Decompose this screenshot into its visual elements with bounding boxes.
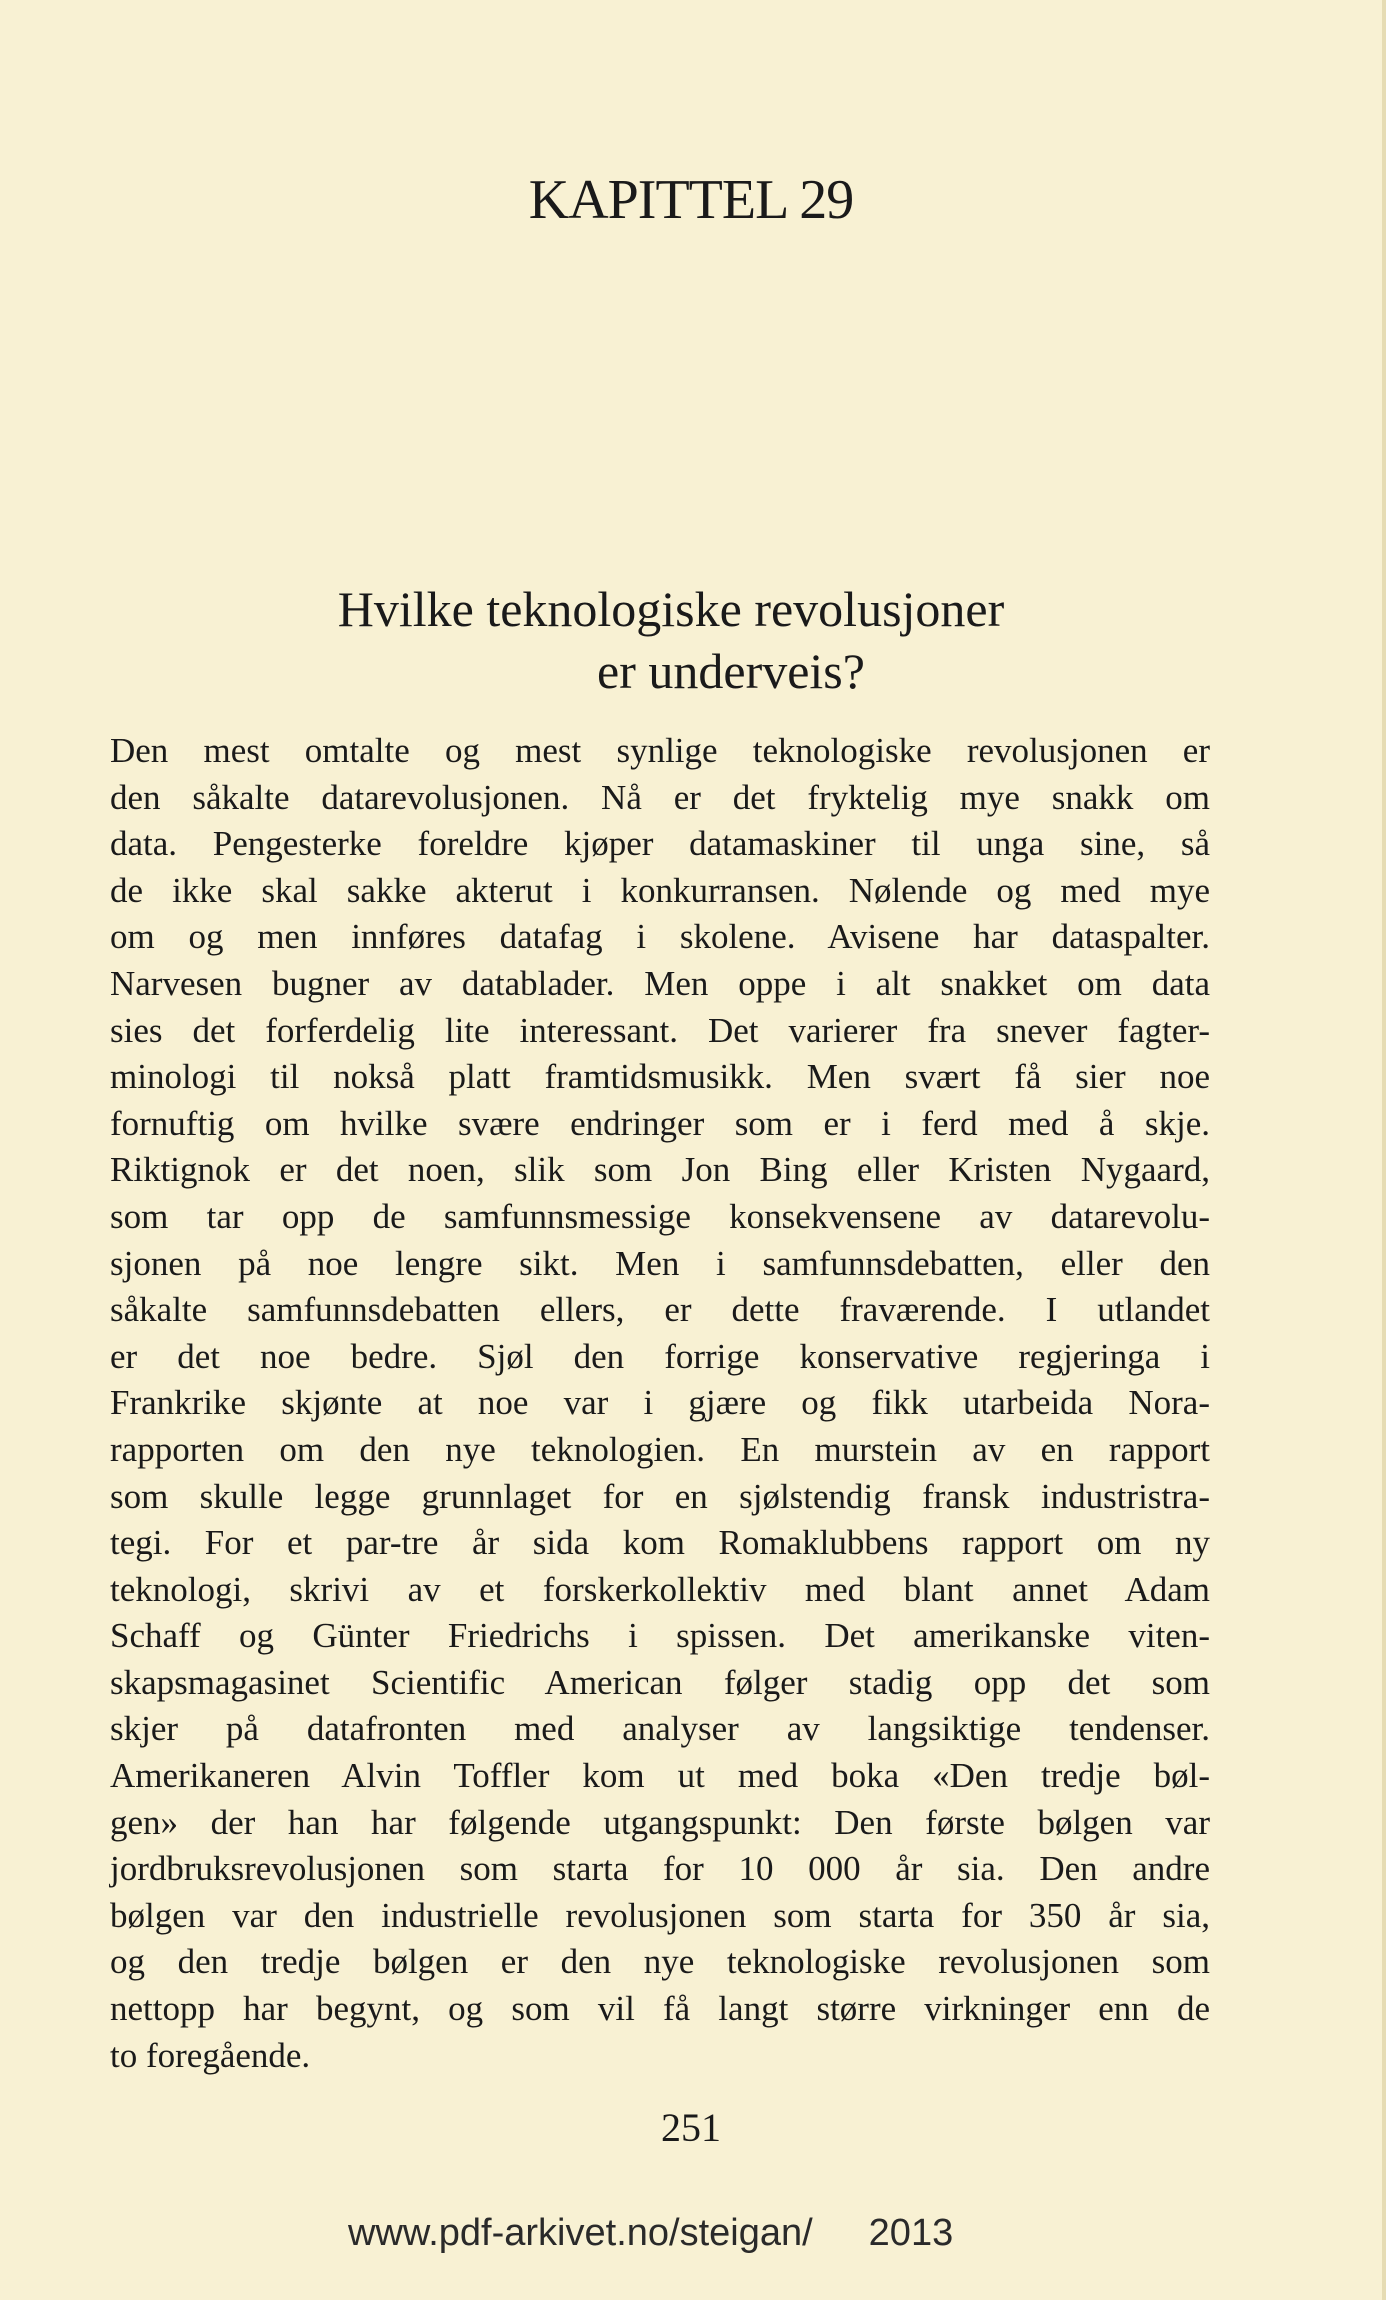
body-line: og den tredje bølgen er den nye teknologiske revolusjonen som	[110, 1942, 1210, 1982]
body-line: to foregående.	[110, 2035, 311, 2075]
page-number: 251	[661, 2105, 721, 2150]
body-line: såkalte samfunnsdebatten ellers, er dette fraværende. I utlandet	[110, 1290, 1210, 1330]
body-line: Narvesen bugner av datablader. Men oppe i alt snakket om data	[110, 963, 1210, 1003]
body-line: nettopp har begynt, og som vil få langt større virkninger enn de	[110, 1989, 1210, 2029]
body-line: skapsmagasinet Scientific American følger stadig opp det som	[110, 1662, 1210, 1702]
body-line: som tar opp de samfunnsmessige konsekvensene av datarevolu-	[110, 1196, 1210, 1236]
section-heading	[0, 578, 1382, 702]
chapter-title: KAPITTEL 29	[528, 169, 854, 231]
body-line: rapporten om den nye teknologien. En murstein av en rapport	[110, 1429, 1210, 1469]
body-line: minologi til nokså platt framtidsmusikk. Men svært få sier noe	[110, 1057, 1210, 1097]
body-line: gen» der han har følgende utgangspunkt: Den første bølgen var	[110, 1802, 1210, 1842]
footer-url: www.pdf-arkivet.no/steigan/	[348, 2212, 813, 2254]
body-line: data. Pengesterke foreldre kjøper datamaskiner til unga sine, så	[110, 824, 1210, 864]
body-line: Frankrike skjønte at noe var i gjære og fikk utarbeida Nora-	[110, 1383, 1210, 1423]
body-line: Riktignok er det noen, slik som Jon Bing eller Kristen Nygaard,	[110, 1150, 1210, 1190]
body-line: skjer på datafronten med analyser av langsiktige tendenser.	[110, 1709, 1210, 1749]
section-heading-line-1: Hvilke teknologiske revolusjoner	[337, 581, 1005, 637]
footer-source	[348, 2212, 953, 2255]
body-line: tegi. For et par-tre år sida kom Romaklubbens rapport om ny	[110, 1523, 1210, 1563]
body-line: den såkalte datarevolusjonen. Nå er det fryktelig mye snakk om	[110, 777, 1210, 817]
body-line: om og men innføres datafag i skolene. Avisene har dataspalter.	[110, 917, 1210, 957]
body-line: de ikke skal sakke akterut i konkurransen. Nølende og med mye	[110, 870, 1210, 910]
body-line: som skulle legge grunnlaget for en sjølstendig fransk industristra-	[110, 1476, 1210, 1516]
body-paragraph	[110, 728, 1210, 2079]
body-line: er det noe bedre. Sjøl den forrige konservative regjeringa i	[110, 1336, 1210, 1376]
body-line: Schaff og Günter Friedrichs i spissen. Det amerikanske viten-	[110, 1616, 1210, 1656]
page-edge	[1382, 0, 1386, 2300]
body-line: Amerikaneren Alvin Toffler kom ut med boka «Den tredje bøl-	[110, 1756, 1210, 1796]
body-line: sies det forferdelig lite interessant. Det varierer fra snever fagter-	[110, 1010, 1210, 1050]
body-line: sjonen på noe lengre sikt. Men i samfunnsdebatten, eller den	[110, 1243, 1210, 1283]
body-line: bølgen var den industrielle revolusjonen som starta for 350 år sia,	[110, 1895, 1210, 1935]
body-line: fornuftig om hvilke svære endringer som er i ferd med å skje.	[110, 1103, 1210, 1143]
footer-year: 2013	[868, 2212, 954, 2254]
body-line: Den mest omtalte og mest synlige teknologiske revolusjonen er	[110, 731, 1210, 770]
body-line: teknologi, skrivi av et forskerkollektiv med blant annet Adam	[110, 1569, 1210, 1609]
section-heading-line-2: er underveis?	[597, 643, 865, 699]
body-line: jordbruksrevolusjonen som starta for 10 000 år sia. Den andre	[110, 1849, 1210, 1889]
